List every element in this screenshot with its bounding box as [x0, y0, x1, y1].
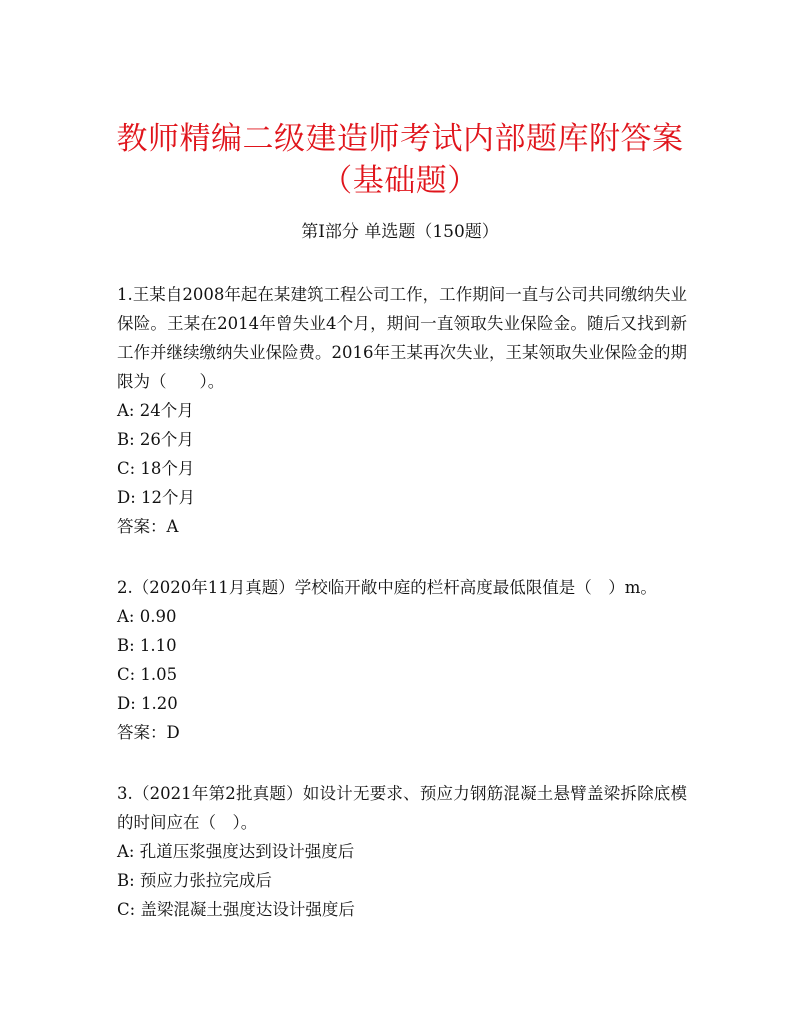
option-a: A: 24个月 [117, 401, 194, 420]
option-c: C: 盖梁混凝土强度达设计强度后 [117, 900, 355, 919]
option-a: A: 孔道压浆强度达到设计强度后 [117, 842, 355, 861]
option-b: B: 1.10 [117, 636, 177, 655]
option-b: B: 预应力张拉完成后 [117, 871, 272, 890]
option-b: B: 26个月 [117, 430, 194, 449]
option-a: A: 0.90 [117, 607, 177, 626]
option-d: D: 12个月 [117, 488, 196, 507]
answer: 答案：D [117, 723, 180, 742]
question-3 [117, 779, 687, 924]
section-heading: 第Ⅰ部分 单选题（150题） [301, 222, 499, 242]
document-title: 教师精编二级建造师考试内部题库附答案（基础题） [116, 121, 684, 199]
answer: 答案：A [117, 517, 179, 536]
question-stem: 2.（2020年11月真题）学校临开敞中庭的栏杆高度最低限值是（ ）m。 [117, 578, 657, 597]
question-stem: 1.王某自2008年起在某建筑工程公司工作，工作期间一直与公司共同缴纳失业保险。王某在2014年曾失业4个月，期间一直领取失业保险金。随后又找到新工作并继续缴纳失业保险费。2016年王某再次失业，王某领取失业保险金的期限为（ ）。 [117, 285, 687, 391]
question-2 [117, 573, 687, 747]
option-c: C: 1.05 [117, 665, 178, 684]
option-d: D: 1.20 [117, 694, 178, 713]
question-list [117, 280, 687, 956]
question-1 [117, 280, 687, 541]
question-stem: 3.（2021年第2批真题）如设计无要求、预应力钢筋混凝土悬臂盖梁拆除底模的时间应在（ ）。 [117, 784, 687, 832]
option-c: C: 18个月 [117, 459, 195, 478]
